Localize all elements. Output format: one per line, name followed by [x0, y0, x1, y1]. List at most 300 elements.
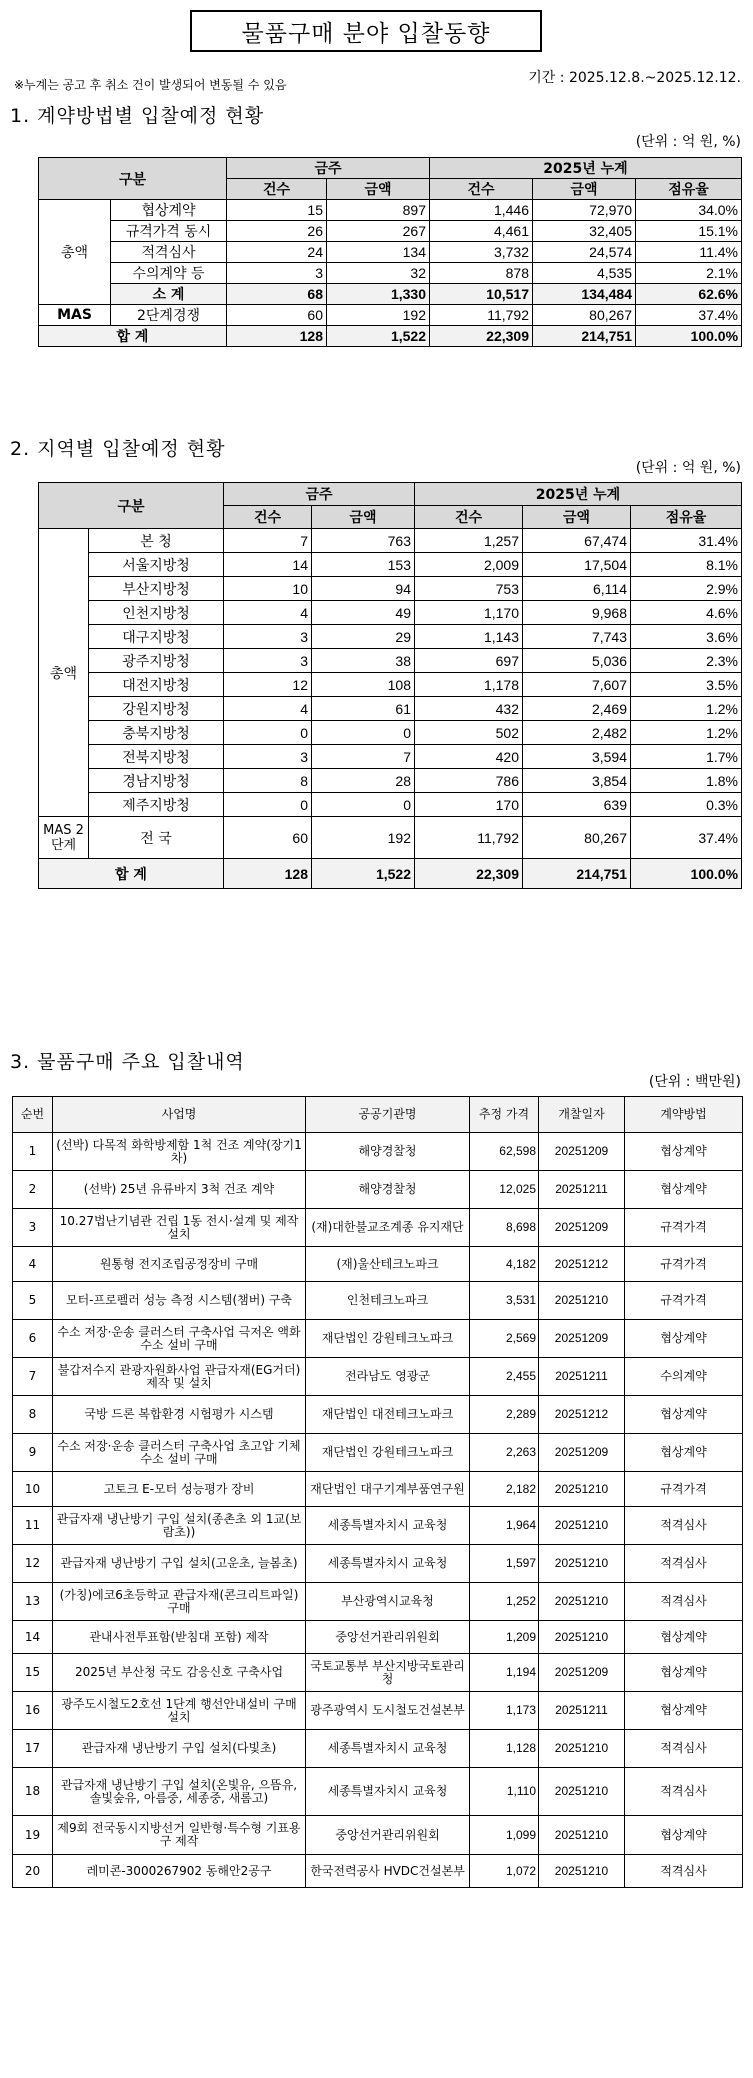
row-date: 20251211 [539, 1692, 625, 1730]
row-wa: 49 [312, 601, 415, 625]
row-agency: 부산광역시교육청 [306, 1583, 470, 1621]
header-amount: 금액 [523, 506, 631, 529]
section1-unit: (단위 : 억 원, %) [635, 134, 741, 150]
row-label: 경남지방청 [89, 769, 224, 793]
row-date: 20251210 [539, 1855, 625, 1888]
row-label: 협상계약 [111, 200, 227, 221]
row-ya: 24,574 [533, 242, 636, 263]
row-yc: 1,178 [415, 673, 523, 697]
row-method: 협상계약 [625, 1133, 743, 1171]
row-method: 협상계약 [625, 1621, 743, 1654]
row-wc: 8 [224, 769, 312, 793]
row-project: 불갑저수지 관광자원화사업 관급자재(EG거더) 제작 및 설치 [53, 1358, 306, 1396]
table-row [13, 1507, 743, 1545]
row-method: 협상계약 [625, 1320, 743, 1358]
row-project: (선박) 다목적 화학방제함 1척 건조 계약(장기1차) [53, 1133, 306, 1171]
table-row [13, 1654, 743, 1692]
row-agency: 국토교통부 부산지방국토관리청 [306, 1654, 470, 1692]
row-est: 1,128 [470, 1730, 539, 1768]
row-est: 1,209 [470, 1621, 539, 1654]
row-label: 서울지방청 [89, 553, 224, 577]
row-no: 12 [13, 1545, 53, 1583]
table-row [39, 529, 742, 553]
row-label: 적격심사 [111, 242, 227, 263]
row-date: 20251210 [539, 1768, 625, 1816]
row-yc: 1,170 [415, 601, 523, 625]
page-title: 물품구매 분야 입찰동향 [190, 10, 542, 52]
row-project: 원통형 전지조립공정장비 구매 [53, 1247, 306, 1282]
header-count: 건수 [430, 179, 533, 200]
table-row [13, 1692, 743, 1730]
row-yc: 2,009 [415, 553, 523, 577]
table-row [39, 649, 742, 673]
row-project: 수소 저장·운송 클러스터 구축사업 초고압 기체수소 설비 구매 [53, 1434, 306, 1472]
group-total-label: 총액 [39, 529, 89, 817]
row-wc: 10 [224, 577, 312, 601]
table-row [13, 1816, 743, 1855]
mas-label: 2단계경쟁 [111, 305, 227, 326]
row-est: 1,252 [470, 1583, 539, 1621]
row-label: 광주지방청 [89, 649, 224, 673]
row-project: 광주도시철도2호선 1단계 행선안내설비 구매 설치 [53, 1692, 306, 1730]
row-date: 20251211 [539, 1171, 625, 1209]
row-agency: 한국전력공사 HVDC건설본부 [306, 1855, 470, 1888]
mas-wa: 192 [327, 305, 430, 326]
row-wa: 28 [312, 769, 415, 793]
row-wc: 0 [224, 793, 312, 817]
table-row [13, 1855, 743, 1888]
row-method: 규격가격 [625, 1282, 743, 1320]
row-ya: 5,036 [523, 649, 631, 673]
row-method: 협상계약 [625, 1434, 743, 1472]
row-agency: 전라남도 영광군 [306, 1358, 470, 1396]
row-agency: 중앙선거관리위원회 [306, 1621, 470, 1654]
row-ya: 7,743 [523, 625, 631, 649]
row-agency: (재)대한불교조계종 유지재단 [306, 1209, 470, 1247]
table-row [39, 553, 742, 577]
row-date: 20251210 [539, 1472, 625, 1507]
row-ya: 3,854 [523, 769, 631, 793]
row-est: 1,964 [470, 1507, 539, 1545]
table-row [39, 221, 742, 242]
row-sh: 1.8% [631, 769, 742, 793]
row-project: 수소 저장·운송 클러스터 구축사업 극저온 액화수소 설비 구매 [53, 1320, 306, 1358]
row-agency: 세종특별자치시 교육청 [306, 1768, 470, 1816]
row-yc: 170 [415, 793, 523, 817]
row-label: 제주지방청 [89, 793, 224, 817]
subtotal-wa: 1,330 [327, 284, 430, 305]
row-wc: 3 [224, 745, 312, 769]
table-row [39, 769, 742, 793]
row-sh: 1.2% [631, 697, 742, 721]
table-row [13, 1545, 743, 1583]
row-no: 18 [13, 1768, 53, 1816]
row-wa: 267 [327, 221, 430, 242]
row-ya: 7,607 [523, 673, 631, 697]
row-wc: 14 [224, 553, 312, 577]
row-sh: 8.1% [631, 553, 742, 577]
row-date: 20251210 [539, 1730, 625, 1768]
header-no: 순번 [13, 1097, 53, 1133]
row-est: 3,531 [470, 1282, 539, 1320]
period: 기간 : 2025.12.8.~2025.12.12. [528, 70, 741, 86]
row-project: 관내사전투표함(받침대 포함) 제작 [53, 1621, 306, 1654]
row-wa: 7 [312, 745, 415, 769]
row-sh: 1.7% [631, 745, 742, 769]
row-ya: 6,114 [523, 577, 631, 601]
row-no: 16 [13, 1692, 53, 1730]
row-ya: 72,970 [533, 200, 636, 221]
row-yc: 502 [415, 721, 523, 745]
row-agency: 세종특별자치시 교육청 [306, 1507, 470, 1545]
table-row [13, 1472, 743, 1507]
row-method: 협상계약 [625, 1171, 743, 1209]
row-agency: 해양경찰청 [306, 1133, 470, 1171]
row-project: 국방 드론 복합환경 시험평가 시스템 [53, 1396, 306, 1434]
row-no: 20 [13, 1855, 53, 1888]
row-no: 19 [13, 1816, 53, 1855]
header-week: 금주 [224, 483, 415, 506]
total-wa: 1,522 [312, 859, 415, 889]
subtotal-ya: 134,484 [533, 284, 636, 305]
row-no: 17 [13, 1730, 53, 1768]
row-sh: 3.5% [631, 673, 742, 697]
header-amount: 금액 [327, 179, 430, 200]
table-row [39, 601, 742, 625]
row-no: 2 [13, 1171, 53, 1209]
row-agency: (재)울산테크노파크 [306, 1247, 470, 1282]
header-date: 개찰일자 [539, 1097, 625, 1133]
row-no: 14 [13, 1621, 53, 1654]
row-wc: 15 [227, 200, 327, 221]
row-project: 관급자재 냉난방기 구입 설치(종촌초 외 1교(보람초)) [53, 1507, 306, 1545]
header-share: 점유율 [636, 179, 742, 200]
row-method: 적격심사 [625, 1507, 743, 1545]
row-est: 2,455 [470, 1358, 539, 1396]
total-ya: 214,751 [533, 326, 636, 347]
contract-method-table [38, 157, 742, 347]
row-no: 8 [13, 1396, 53, 1434]
row-project: 고토크 E-모터 성능평가 장비 [53, 1472, 306, 1507]
row-project: 관급자재 냉난방기 구입 설치(다빛초) [53, 1730, 306, 1768]
row-yc: 420 [415, 745, 523, 769]
row-est: 1,099 [470, 1816, 539, 1855]
table-row [39, 793, 742, 817]
row-method: 규격가격 [625, 1209, 743, 1247]
row-no: 9 [13, 1434, 53, 1472]
row-agency: 재단법인 대전테크노파크 [306, 1396, 470, 1434]
table-row [13, 1247, 743, 1282]
section2-heading: 2. 지역별 입찰예정 현황 [10, 438, 226, 460]
row-date: 20251210 [539, 1621, 625, 1654]
row-label: 수의계약 등 [111, 263, 227, 284]
mas-sh: 37.4% [631, 817, 742, 859]
section2-unit: (단위 : 억 원, %) [635, 460, 741, 476]
row-wa: 897 [327, 200, 430, 221]
row-method: 적격심사 [625, 1855, 743, 1888]
table-row [13, 1621, 743, 1654]
subtotal-wc: 68 [227, 284, 327, 305]
row-project: 관급자재 냉난방기 구입 설치(온빛유, 으뜸유, 솔빛숲유, 아름중, 세종중, 새롬고) [53, 1768, 306, 1816]
row-label: 전북지방청 [89, 745, 224, 769]
row-date: 20251210 [539, 1545, 625, 1583]
subtotal-sh: 62.6% [636, 284, 742, 305]
row-wa: 0 [312, 721, 415, 745]
row-sh: 31.4% [631, 529, 742, 553]
row-sh: 2.1% [636, 263, 742, 284]
row-est: 1,173 [470, 1692, 539, 1730]
row-yc: 753 [415, 577, 523, 601]
row-date: 20251211 [539, 1358, 625, 1396]
header-count: 건수 [415, 506, 523, 529]
row-method: 규격가격 [625, 1472, 743, 1507]
row-wa: 61 [312, 697, 415, 721]
row-yc: 432 [415, 697, 523, 721]
note: ※누계는 공고 후 취소 건이 발생되어 변동될 수 있음 [14, 78, 287, 92]
total-label: 합 계 [39, 326, 227, 347]
row-method: 규격가격 [625, 1247, 743, 1282]
mas-ya: 80,267 [533, 305, 636, 326]
row-agency: 세종특별자치시 교육청 [306, 1545, 470, 1583]
row-ya: 9,968 [523, 601, 631, 625]
table-row [39, 200, 742, 221]
row-wa: 94 [312, 577, 415, 601]
row-label: 강원지방청 [89, 697, 224, 721]
row-method: 적격심사 [625, 1583, 743, 1621]
row-date: 20251210 [539, 1282, 625, 1320]
header-week: 금주 [227, 158, 430, 179]
row-project: 2025년 부산청 국도 감응신호 구축사업 [53, 1654, 306, 1692]
row-no: 1 [13, 1133, 53, 1171]
row-agency: 해양경찰청 [306, 1171, 470, 1209]
row-label: 대전지방청 [89, 673, 224, 697]
row-sh: 2.3% [631, 649, 742, 673]
header-project: 사업명 [53, 1097, 306, 1133]
mas-wa: 192 [312, 817, 415, 859]
row-wc: 4 [224, 601, 312, 625]
row-wc: 24 [227, 242, 327, 263]
table-row [13, 1396, 743, 1434]
mas-label: 전 국 [89, 817, 224, 859]
table-row [13, 1358, 743, 1396]
table-row [39, 242, 742, 263]
group-mas-label: MAS 2단계 [39, 817, 89, 859]
row-date: 20251212 [539, 1247, 625, 1282]
row-method: 적격심사 [625, 1768, 743, 1816]
row-yc: 1,143 [415, 625, 523, 649]
header-share: 점유율 [631, 506, 742, 529]
row-ya: 2,482 [523, 721, 631, 745]
section1-heading: 1. 계약방법별 입찰예정 현황 [10, 105, 265, 127]
row-wc: 3 [224, 649, 312, 673]
table-row [39, 577, 742, 601]
mas-wc: 60 [227, 305, 327, 326]
table-row [13, 1583, 743, 1621]
row-wa: 0 [312, 793, 415, 817]
row-wc: 7 [224, 529, 312, 553]
row-ya: 2,469 [523, 697, 631, 721]
row-wa: 134 [327, 242, 430, 263]
row-agency: 인천테크노파크 [306, 1282, 470, 1320]
row-date: 20251209 [539, 1133, 625, 1171]
row-wc: 26 [227, 221, 327, 242]
table-row [39, 697, 742, 721]
row-sh: 15.1% [636, 221, 742, 242]
row-project: (가칭)에코6초등학교 관급자재(콘크리트파일) 구매 [53, 1583, 306, 1621]
header-count: 건수 [224, 506, 312, 529]
row-label: 규격가격 동시 [111, 221, 227, 242]
row-est: 2,289 [470, 1396, 539, 1434]
row-label: 인천지방청 [89, 601, 224, 625]
row-project: 레미콘-3000267902 동해안2공구 [53, 1855, 306, 1888]
row-sh: 3.6% [631, 625, 742, 649]
row-sh: 11.4% [636, 242, 742, 263]
row-date: 20251212 [539, 1396, 625, 1434]
header-ytd: 2025년 누계 [430, 158, 742, 179]
row-agency: 세종특별자치시 교육청 [306, 1730, 470, 1768]
header-est: 추정 가격 [470, 1097, 539, 1133]
row-sh: 1.2% [631, 721, 742, 745]
row-project: 10.27법난기념관 건립 1동 전시·설계 및 제작 설치 [53, 1209, 306, 1247]
table-row [13, 1768, 743, 1816]
row-project: 제9회 전국동시지방선거 일반형·특수형 기표용구 제작 [53, 1816, 306, 1855]
subtotal-label: 소 계 [111, 284, 227, 305]
row-date: 20251210 [539, 1583, 625, 1621]
table-row [13, 1133, 743, 1171]
row-wa: 29 [312, 625, 415, 649]
row-date: 20251209 [539, 1320, 625, 1358]
row-agency: 광주광역시 도시철도건설본부 [306, 1692, 470, 1730]
table-row [13, 1434, 743, 1472]
section3-heading: 3. 물품구매 주요 입찰내역 [10, 1051, 245, 1073]
row-est: 12,025 [470, 1171, 539, 1209]
row-no: 11 [13, 1507, 53, 1545]
row-est: 1,110 [470, 1768, 539, 1816]
total-wc: 128 [224, 859, 312, 889]
header-gubun: 구분 [39, 483, 224, 529]
table-row [13, 1320, 743, 1358]
total-wa: 1,522 [327, 326, 430, 347]
row-label: 본 청 [89, 529, 224, 553]
row-no: 3 [13, 1209, 53, 1247]
row-wa: 153 [312, 553, 415, 577]
row-label: 대구지방청 [89, 625, 224, 649]
mas-yc: 11,792 [430, 305, 533, 326]
total-ya: 214,751 [523, 859, 631, 889]
mas-ya: 80,267 [523, 817, 631, 859]
row-agency: 재단법인 강원테크노파크 [306, 1320, 470, 1358]
row-yc: 878 [430, 263, 533, 284]
row-yc: 1,257 [415, 529, 523, 553]
table-row [13, 1171, 743, 1209]
row-sh: 34.0% [636, 200, 742, 221]
row-yc: 3,732 [430, 242, 533, 263]
row-no: 5 [13, 1282, 53, 1320]
row-wc: 3 [224, 625, 312, 649]
row-method: 적격심사 [625, 1545, 743, 1583]
row-ya: 3,594 [523, 745, 631, 769]
row-est: 1,194 [470, 1654, 539, 1692]
table-row [13, 1282, 743, 1320]
row-project: 관급자재 냉난방기 구입 설치(고운초, 늘봄초) [53, 1545, 306, 1583]
row-est: 2,263 [470, 1434, 539, 1472]
mas-wc: 60 [224, 817, 312, 859]
row-sh: 0.3% [631, 793, 742, 817]
row-yc: 4,461 [430, 221, 533, 242]
major-bids-table [12, 1096, 743, 1888]
row-ya: 639 [523, 793, 631, 817]
row-method: 협상계약 [625, 1654, 743, 1692]
row-agency: 재단법인 대구기계부품연구원 [306, 1472, 470, 1507]
header-method: 계약방법 [625, 1097, 743, 1133]
row-ya: 4,535 [533, 263, 636, 284]
row-method: 적격심사 [625, 1730, 743, 1768]
table-row [39, 721, 742, 745]
header-amount: 금액 [312, 506, 415, 529]
total-wc: 128 [227, 326, 327, 347]
row-date: 20251209 [539, 1434, 625, 1472]
row-method: 협상계약 [625, 1692, 743, 1730]
row-method: 수의계약 [625, 1358, 743, 1396]
row-label: 부산지방청 [89, 577, 224, 601]
row-date: 20251209 [539, 1209, 625, 1247]
group-total-label: 총액 [39, 200, 111, 305]
table-row [39, 263, 742, 284]
row-est: 8,698 [470, 1209, 539, 1247]
total-sh: 100.0% [636, 326, 742, 347]
total-sh: 100.0% [631, 859, 742, 889]
row-wa: 763 [312, 529, 415, 553]
row-wa: 38 [312, 649, 415, 673]
header-amount: 금액 [533, 179, 636, 200]
row-est: 4,182 [470, 1247, 539, 1282]
row-est: 2,569 [470, 1320, 539, 1358]
row-date: 20251210 [539, 1507, 625, 1545]
subtotal-yc: 10,517 [430, 284, 533, 305]
row-project: 모터-프로펠러 성능 측정 시스템(챔버) 구축 [53, 1282, 306, 1320]
row-no: 6 [13, 1320, 53, 1358]
total-yc: 22,309 [430, 326, 533, 347]
header-count: 건수 [227, 179, 327, 200]
row-wc: 4 [224, 697, 312, 721]
table-row [39, 625, 742, 649]
row-yc: 786 [415, 769, 523, 793]
row-date: 20251209 [539, 1654, 625, 1692]
row-wa: 32 [327, 263, 430, 284]
row-sh: 2.9% [631, 577, 742, 601]
row-sh: 4.6% [631, 601, 742, 625]
row-est: 62,598 [470, 1133, 539, 1171]
header-gubun: 구분 [39, 158, 227, 200]
row-yc: 1,446 [430, 200, 533, 221]
header-agency: 공공기관명 [306, 1097, 470, 1133]
row-no: 10 [13, 1472, 53, 1507]
row-wc: 3 [227, 263, 327, 284]
row-est: 1,072 [470, 1855, 539, 1888]
row-yc: 697 [415, 649, 523, 673]
row-method: 협상계약 [625, 1816, 743, 1855]
row-method: 협상계약 [625, 1396, 743, 1434]
row-wc: 12 [224, 673, 312, 697]
row-est: 2,182 [470, 1472, 539, 1507]
row-ya: 67,474 [523, 529, 631, 553]
header-ytd: 2025년 누계 [415, 483, 742, 506]
table-row [39, 745, 742, 769]
section3-unit: (단위 : 백만원) [648, 1074, 741, 1090]
row-est: 1,597 [470, 1545, 539, 1583]
row-no: 15 [13, 1654, 53, 1692]
row-no: 7 [13, 1358, 53, 1396]
